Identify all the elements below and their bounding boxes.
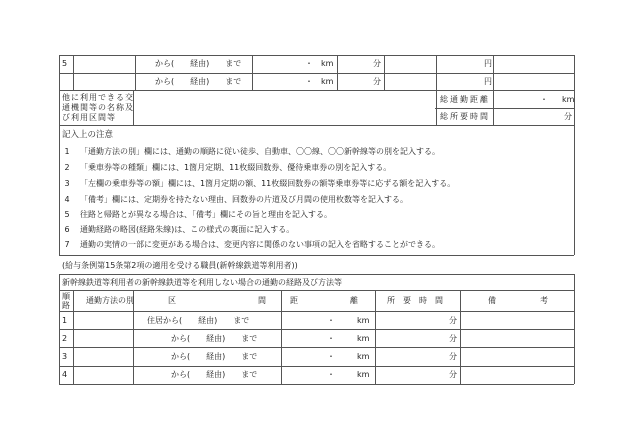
order-header: 順	[62, 292, 70, 301]
table-rule	[435, 108, 574, 109]
minute-unit: 分	[449, 334, 457, 343]
note-text: 往路と帰路とが異なる場合は、「備考」欄にその旨と理由を記入する。	[80, 210, 332, 219]
minute-unit: 分	[373, 59, 381, 68]
table-rule	[59, 274, 574, 275]
table-rule	[460, 290, 461, 384]
table-rule	[281, 290, 282, 384]
note-text: 「備考」欄には、定期券を持たない理由、回数券の片道及び月間の使用枚数等を記入する。	[80, 195, 408, 204]
yen-unit: 円	[484, 77, 492, 86]
km-unit: km	[321, 59, 334, 68]
note-text: 「左欄の乗車券等の額」欄には、1箇月定期の額、11枚綴回数券の額等乗車券等に応ずる額を記入する。	[80, 179, 456, 188]
decimal-dot: ・	[305, 59, 313, 68]
note-text: 「通勤方法の別」欄には、通勤の順路に従い徒歩、自動車、〇〇線、〇〇新幹線等の別を記入する。	[80, 147, 440, 156]
other-transport-label-line: 通機関等の名称及	[62, 103, 134, 112]
decimal-dot: ・	[327, 316, 335, 325]
note-text: 「乗車券等の種類」欄には、1箇月定期、11枚綴回数券、優待乗車券の別を記入する。	[80, 163, 392, 172]
note-number: 2	[64, 163, 70, 172]
distance-header: 離	[350, 296, 358, 305]
other-transport-label-line: 他に利用できる交	[62, 93, 134, 102]
table-rule	[59, 55, 60, 125]
table-rule	[73, 55, 74, 90]
route-cell: から( 経由) まで	[171, 370, 258, 379]
row-number: 5	[62, 59, 68, 68]
table-rule	[59, 255, 574, 256]
row-number: 4	[62, 370, 68, 379]
table-rule	[59, 290, 574, 291]
minute-unit: 分	[373, 77, 381, 86]
table-rule	[59, 347, 574, 348]
section-header: 区	[168, 296, 176, 305]
yen-unit: 円	[484, 59, 492, 68]
km-unit: km	[357, 316, 370, 325]
minute-unit: 分	[449, 352, 457, 361]
route-cell: から( 経由) まで	[171, 352, 258, 361]
table-rule	[59, 311, 574, 312]
note-text: 通勤の実情の一部に変更がある場合は、変更内容に関係のない事項の記入を省略することができる。	[80, 240, 440, 249]
note-number: 3	[64, 179, 70, 188]
table-rule	[59, 125, 60, 255]
table-rule	[59, 274, 60, 384]
section-caption: (給与条例第15条第2項の適用を受ける職員(新幹線鉄道等利用者))	[62, 261, 298, 270]
table-rule	[59, 125, 574, 126]
total-distance-label: 総通勤距離	[440, 95, 490, 104]
table-rule	[59, 329, 574, 330]
decimal-dot: ・	[305, 77, 313, 86]
other-transport-label-line: び利用区間等	[62, 113, 116, 122]
table-rule	[59, 366, 574, 367]
table-rule	[59, 90, 574, 91]
decimal-dot: ・	[327, 334, 335, 343]
decimal-dot: ・	[327, 352, 335, 361]
section-header: 間	[258, 296, 266, 305]
table-rule	[337, 55, 338, 90]
km-unit: km	[357, 352, 370, 361]
order-header: 路	[62, 301, 70, 310]
remarks-header: 備	[488, 296, 496, 305]
km-unit: km	[321, 77, 334, 86]
table-rule	[493, 55, 494, 125]
table-rule	[574, 55, 575, 125]
minute-unit: 分	[449, 370, 457, 379]
note-number: 4	[64, 195, 70, 204]
total-time-label: 総所要時間	[440, 112, 490, 121]
note-number: 1	[64, 147, 70, 156]
table-rule	[59, 384, 574, 385]
decimal-dot: ・	[327, 370, 335, 379]
route-cell: から( 経由) まで	[155, 59, 242, 68]
remarks-header: 考	[540, 296, 548, 305]
km-unit: km	[357, 334, 370, 343]
decimal-dot: ・	[540, 95, 548, 104]
minute-unit: 分	[564, 112, 572, 121]
table-rule	[375, 290, 376, 384]
km-unit: km	[562, 95, 575, 104]
method-header: 通勤方法の別	[86, 296, 134, 305]
row-number: 1	[62, 316, 68, 325]
notes-title: 記入上の注意	[62, 130, 114, 140]
table-rule	[574, 125, 575, 255]
note-number: 5	[64, 210, 70, 219]
note-number: 7	[64, 240, 70, 249]
minute-unit: 分	[449, 316, 457, 325]
table-rule	[59, 73, 574, 74]
note-text: 通勤経路の略図(経路朱線)は、この様式の裏面に記入する。	[80, 225, 295, 234]
row-number: 3	[62, 352, 68, 361]
table-rule	[574, 274, 575, 384]
route-cell: から( 経由) まで	[155, 77, 242, 86]
time-header: 所 要 時 間	[387, 296, 443, 305]
route-cell: から( 経由) まで	[171, 334, 258, 343]
distance-header: 距	[290, 296, 298, 305]
table-rule	[135, 55, 136, 90]
note-number: 6	[64, 225, 70, 234]
route-cell: 住居から( 経由) まで	[147, 316, 250, 325]
km-unit: km	[357, 370, 370, 379]
table-rule	[252, 55, 253, 90]
row-number: 2	[62, 334, 68, 343]
table-title: 新幹線鉄道等利用者の新幹線鉄道等を利用しない場合の通勤の経路及び方法等	[62, 278, 342, 287]
table-rule	[73, 290, 74, 384]
table-rule	[436, 55, 437, 125]
table-rule	[59, 55, 574, 56]
table-rule	[384, 55, 385, 90]
